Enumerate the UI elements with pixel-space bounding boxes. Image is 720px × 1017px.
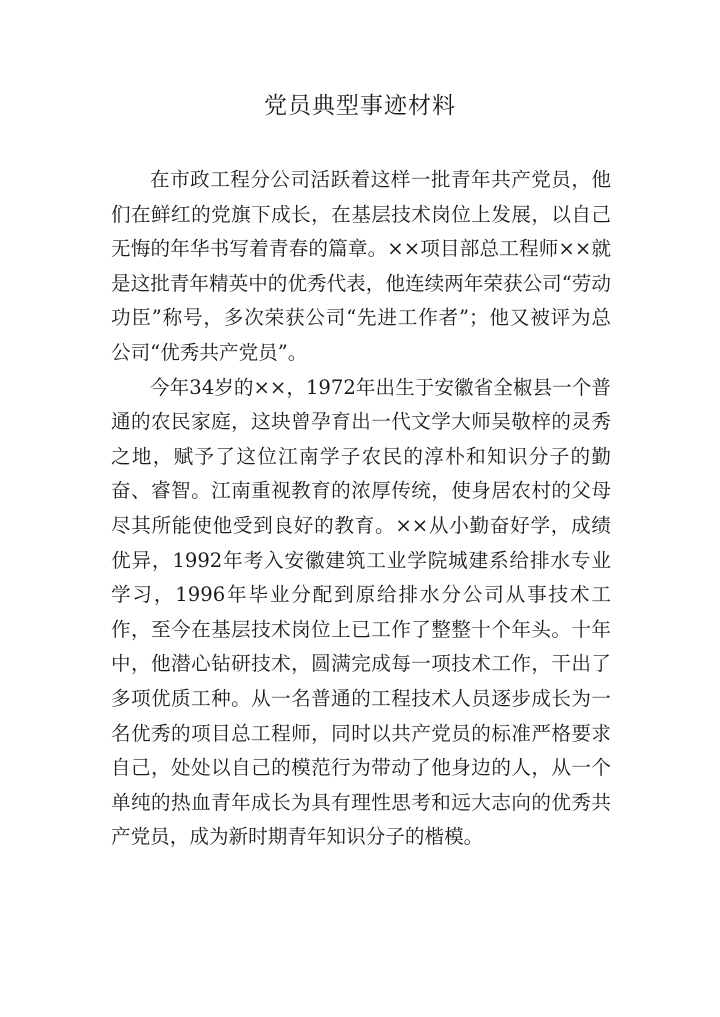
paragraph-biography: 今年34岁的××，1972年出生于安徽省全椒县一个普通的农民家庭，这块曾孕育出一代文学大师吴敬梓的灵秀之地，赋予了这位江南学子农民的淳朴和知识分子的勤奋、睿智。江南重视教育的浓厚传统，使身居农村的父母尽其所能使他受到良好的教育。××从小勤奋好学，成绩优异，1992年考入安徽建筑工业学院城建系给排水专业学习，1996年毕业分配到原给排水分公司从事技术工作，至今在基层技术岗位上已工作了整整十个年头。十年中，他潜心钻研技术，圆满完成每一项技术工作，干出了多项优质工种。从一名普通的工程技术人员逐步成长为一名优秀的项目总工程师，同时以共产党员的标准严格要求自己，处处以自己的模范行为带动了他身边的人，从一个单纯的热血青年成长为具有理性思考和远大志向的优秀共产党员，成为新时期青年知识分子的楷模。	[111, 375, 611, 849]
document-title: 党员典型事迹材料	[264, 93, 456, 119]
paragraph-intro: 在市政工程分公司活跃着这样一批青年共产党员，他们在鲜红的党旗下成长，在基层技术岗位上发展，以自己无悔的年华书写着青春的篇章。××项目部总工程师××就是这批青年精英中的优秀代表，他连续两年荣获公司“劳动功臣”称号，多次荣获公司“先进工作者”；他又被评为总公司“优秀共产党员”。	[111, 168, 611, 364]
document-body	[111, 163, 611, 855]
